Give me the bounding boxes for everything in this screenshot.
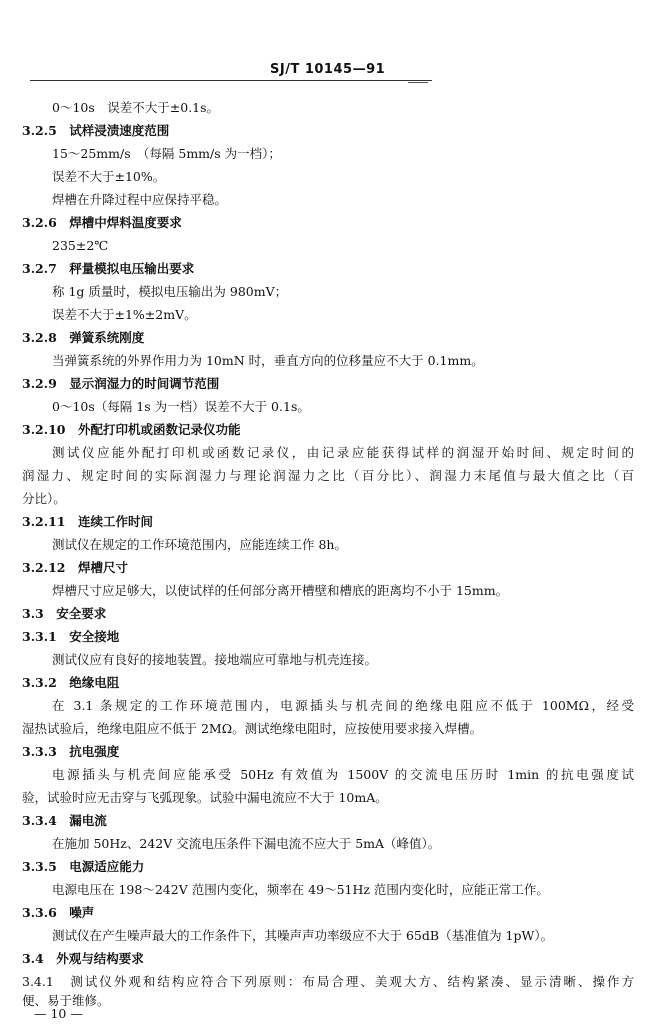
text-line: 测试仪在产生噪声最大的工作条件下，其噪声声功率级应不大于 65dB（基准值为 1pW）。 [52, 928, 554, 943]
clause-heading: 3.3.3 抗电强度 [22, 744, 120, 759]
clause-heading: 3.2.9 显示润湿力的时间调节范围 [22, 376, 220, 391]
clause-heading: 3.3.1 安全接地 [22, 629, 120, 644]
clause-heading: 3.3 安全要求 [22, 606, 107, 621]
clause-heading: 3.2.11 连续工作时间 [22, 514, 153, 529]
standard-number-header: SJ/T 10145—91 [270, 62, 386, 77]
text-line: 误差不大于±10%。 [52, 169, 166, 184]
text-line: 便、易于维修。 [22, 993, 110, 1008]
text-line: 测试仪应有良好的接地装置。接地端应可靠地与机壳连接。 [52, 652, 378, 667]
text-line: 焊槽尺寸应足够大，以使试样的任何部分离开槽壁和槽底的距离均不小于 15mm。 [52, 583, 509, 598]
clause-heading: 3.2.5 试样浸渍速度范围 [22, 123, 170, 138]
clause-heading: 3.2.8 弹簧系统刚度 [22, 330, 145, 345]
text-line: 误差不大于±1%±2mV。 [52, 307, 197, 322]
text-line: 电源电压在 198～242V 范围内变化，频率在 49～51Hz 范围内变化时，应能正常工作。 [52, 882, 549, 897]
clause-heading: 3.2.6 焊槽中焊料温度要求 [22, 215, 182, 230]
text-line: 当弹簧系统的外界作用力为 10mN 时，垂直方向的位移量应不大于 0.1mm。 [52, 353, 484, 368]
header-rule [30, 80, 432, 81]
text-line: 测试仪在规定的工作环境范围内，应能连续工作 8h。 [52, 537, 347, 552]
clause-heading: 3.3.6 噪声 [22, 905, 95, 920]
clause-heading: 3.2.7 秤量模拟电压输出要求 [22, 261, 195, 276]
clause-heading: 3.2.10 外配打印机或函数记录仪功能 [22, 422, 241, 437]
text-line: 235±2℃ [52, 238, 109, 253]
clause-heading: 3.3.2 绝缘电阻 [22, 675, 120, 690]
clause-heading: 3.2.12 焊槽尺寸 [22, 560, 128, 575]
text-line: 0～10s（每隔 1s 为一档）误差不大于 0.1s。 [52, 399, 310, 414]
text-line: 测试仪应能外配打印机或函数记录仪，由记录应能获得试样的润湿开始时间、规定时间的 [52, 445, 634, 460]
text-line: 在 3.1 条规定的工作环境范围内，电源插头与机壳间的绝缘电阻应不低于 100MΩ，经受 [52, 698, 634, 713]
text-line: 分比）。 [22, 491, 66, 506]
text-line: 验，试验时应无击穿与飞弧现象。试验中漏电流应不大于 10mA。 [22, 790, 388, 805]
text-line: 3.4.1 测试仪外观和结构应符合下列原则：布局合理、美观大方、结构紧凑、显示清晰、操作方 [22, 974, 634, 989]
header-rule-accent [408, 82, 428, 83]
text-line: 焊槽在升降过程中应保持平稳。 [52, 192, 228, 207]
text-line: 润湿力、规定时间的实际润湿力与理论润湿力之比（百分比）、润湿力末尾值与最大值之比（百 [22, 468, 634, 483]
text-line: 在施加 50Hz、242V 交流电压条件下漏电流不应大于 5mA（峰值）。 [52, 836, 441, 851]
clause-heading: 3.4 外观与结构要求 [22, 951, 144, 966]
text-line: 0～10s 误差不大于±0.1s。 [52, 100, 220, 115]
text-line: 15～25mm/s （每隔 5mm/s 为一档）； [52, 146, 281, 161]
text-line: 电源插头与机壳间应能承受 50Hz 有效值为 1500V 的交流电压历时 1min 的抗电强度试 [52, 767, 634, 782]
text-line: 湿热试验后，绝缘电阻应不低于 2MΩ。测试绝缘电阻时，应按使用要求接入焊槽。 [22, 721, 483, 736]
page-number: — 10 — [34, 1006, 83, 1021]
clause-heading: 3.3.4 漏电流 [22, 813, 107, 828]
text-line: 称 1g 质量时，模拟电压输出为 980mV； [52, 284, 288, 299]
clause-heading: 3.3.5 电源适应能力 [22, 859, 145, 874]
